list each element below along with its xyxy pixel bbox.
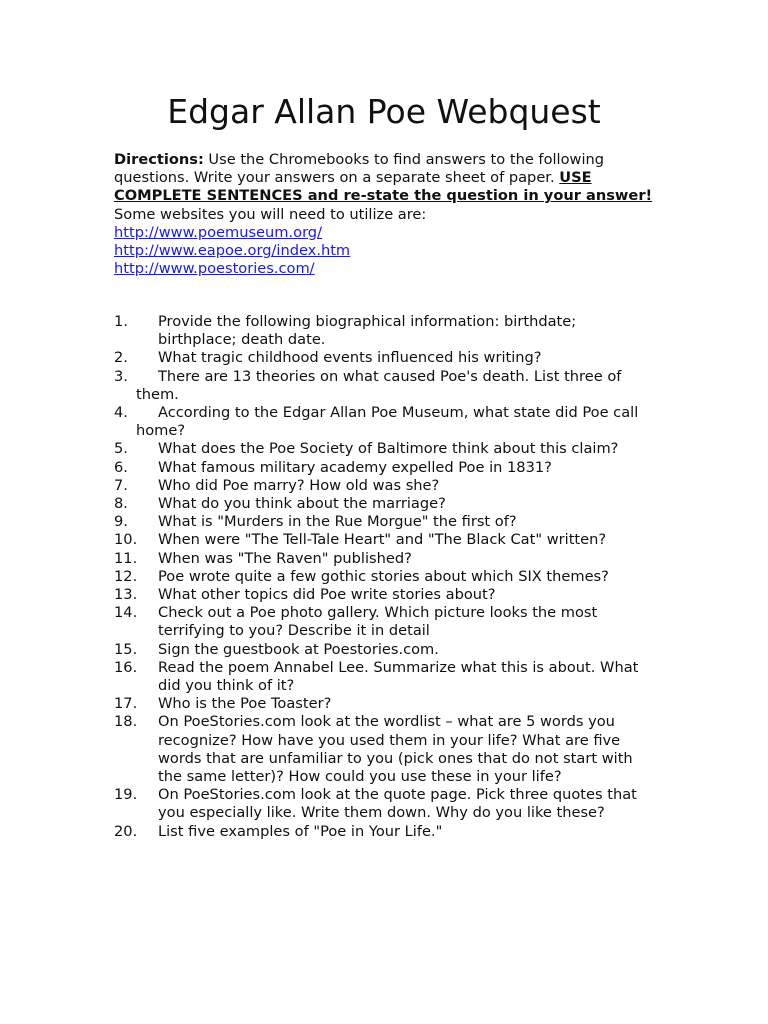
question-text: What other topics did Poe write stories about? (158, 586, 496, 604)
question-number: 2. (114, 349, 128, 367)
question-text: On PoeStories.com look at the wordlist – what are 5 words you recognize? How have you used them in your life? What are five words that are unfamiliar to you (pick ones that do not start with the same letter)? How could you use these in your life? (158, 713, 633, 786)
question-number: 10. (114, 531, 138, 549)
list-item (114, 604, 659, 640)
list-item (114, 368, 659, 404)
question-number: 7. (114, 476, 128, 494)
question-number: 3. (114, 367, 128, 385)
question-number: 19. (114, 786, 138, 804)
question-text: Poe wrote quite a few gothic stories about which SIX themes? (158, 567, 609, 585)
question-list (114, 313, 659, 841)
question-number: 12. (114, 567, 138, 585)
list-item (114, 477, 659, 495)
question-number: 1. (114, 313, 128, 330)
question-number: 8. (114, 495, 128, 513)
question-text: List five examples of "Poe in Your Life." (158, 822, 443, 840)
question-text: According to the Edgar Allan Poe Museum, what state did Poe call home? (136, 404, 639, 440)
question-text: When was "The Raven" published? (158, 549, 412, 567)
question-text: What tragic childhood events influenced his writing? (158, 349, 542, 367)
question-text: What does the Poe Society of Baltimore think about this claim? (158, 440, 619, 458)
question-text: When were "The Tell-Tale Heart" and "The Black Cat" written? (158, 531, 607, 549)
question-number: 17. (114, 695, 138, 713)
question-number: 20. (114, 822, 138, 840)
question-number: 13. (114, 586, 138, 604)
question-text: On PoeStories.com look at the quote page. Pick three quotes that you especially like. Write them down. Why do you like these? (158, 786, 637, 822)
question-number: 16. (114, 658, 138, 676)
list-item (114, 823, 659, 841)
directions-emphasis: USE COMPLETE SENTENCES and re-state the question in your answer! (114, 169, 653, 205)
list-item (114, 459, 659, 477)
link-eapoe[interactable]: http://www.eapoe.org/index.htm (114, 242, 351, 260)
question-number: 11. (114, 549, 138, 567)
list-item (114, 568, 659, 586)
question-text: Check out a Poe photo gallery. Which picture looks the most terrifying to you? Describe it in detail (158, 604, 598, 640)
list-item (114, 495, 659, 513)
link-poestories[interactable]: http://www.poestories.com/ (114, 260, 315, 278)
list-item (114, 641, 659, 659)
question-text: Provide the following biographical information: birthdate; birthplace; death date. (158, 313, 577, 349)
question-number: 9. (114, 513, 128, 531)
question-text: Read the poem Annabel Lee. Summarize what this is about. What did you think of it? (158, 658, 639, 695)
question-text: Who is the Poe Toaster? (158, 695, 332, 713)
list-item (114, 440, 659, 458)
list-item (114, 713, 659, 786)
list-item (114, 531, 659, 549)
list-item (114, 586, 659, 604)
question-number: 5. (114, 440, 128, 458)
question-number: 6. (114, 458, 128, 476)
list-item (114, 695, 659, 713)
question-text: What do you think about the marriage? (158, 495, 446, 513)
list-item (114, 513, 659, 531)
question-text: What is "Murders in the Rue Morgue" the first of? (158, 513, 517, 531)
question-number: 4. (114, 404, 128, 422)
question-number: 18. (114, 713, 138, 731)
list-item (114, 659, 659, 695)
list-item (114, 349, 659, 367)
directions-text: Use the Chromebooks to find answers to the following questions. Write your answers on a separate sheet of paper. (114, 151, 605, 187)
list-item (114, 786, 659, 822)
list-item (114, 550, 659, 568)
page-title: Edgar Allan Poe Webquest (167, 92, 601, 131)
directions-label: Directions: (114, 151, 204, 168)
question-text: What famous military academy expelled Poe in 1831? (158, 458, 552, 476)
directions-block (114, 151, 654, 278)
question-text: Who did Poe marry? How old was she? (158, 476, 440, 494)
question-number: 14. (114, 604, 138, 622)
list-item (114, 313, 659, 349)
question-number: 15. (114, 640, 138, 658)
link-poemuseum[interactable]: http://www.poemuseum.org/ (114, 223, 322, 241)
question-text: Sign the guestbook at Poestories.com. (158, 640, 439, 658)
list-item (114, 404, 659, 440)
directions-text-end: Some websites you will need to utilize are: (114, 205, 427, 223)
question-text: There are 13 theories on what caused Poe's death. List three of them. (136, 367, 622, 403)
